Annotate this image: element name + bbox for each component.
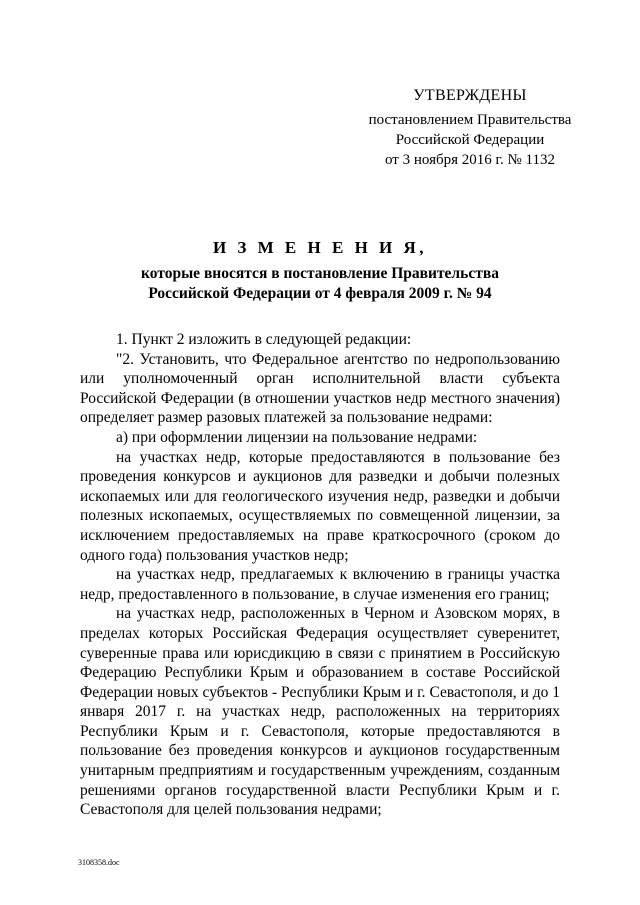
paragraph-no-tender-areas: на участках недр, которые предоставляются в пользование без проведения конкурсов и аукционов для разведки и добычи полезных ископаемых или для геологического изучения недр, разведки и добычи полезных ископаемых, осуществляемых по совмещенной лицензии, за исключением предоставляемых на праве краткосрочного (сроком до одного года) пользования участков недр; xyxy=(80,448,560,564)
paragraph-black-azov-seas-areas: на участках недр, расположенных в Черном и Азовском морях, в пределах которых Российская Федерация осуществляет суверенитет, суверенные права или юрисдикцию в связи с принятием в Российскую Федерацию Республики Крым и образованием в составе Российской Федерации новых субъектов - Республики Крым и г. Севастополя, и до 1 января 2017 г. на участках недр, расположенных на территориях Республики Крым и г. Севастополя, которые предоставляются в пользование без проведения конкурсов и аукционов государственным унитарным предприятиям и государственным учреждениям, созданным решениями органов государственной власти Республики Крым и г. Севастополя для целей пользования недрами; xyxy=(80,605,560,819)
document-heading xyxy=(60,238,580,304)
document-body xyxy=(80,330,560,820)
paragraph-subpoint-a: а) при оформлении лицензии на пользование недрами: xyxy=(116,428,478,446)
approval-line-2: Российской Федерации xyxy=(395,132,545,148)
heading-main: И З М Е Н Е Н И Я, xyxy=(212,238,428,257)
approval-line-1: постановлением Правительства xyxy=(368,112,572,128)
approval-block xyxy=(340,86,600,170)
approval-line-3: от 3 ноября 2016 г. № 1132 xyxy=(385,152,555,168)
paragraph-boundary-change-areas: на участках недр, предлагаемых к включению в границы участка недр, предоставленного в пользование, в случае изменения его границ; xyxy=(80,566,560,603)
approval-title: УТВЕРЖДЕНЫ xyxy=(413,87,527,104)
heading-subtitle-line-2: Российской Федерации от 4 февраля 2009 г. № 94 xyxy=(148,285,492,302)
document-file-code: 3108358.doc xyxy=(78,858,120,867)
heading-subtitle-line-1: которые вносятся в постановление Правительства xyxy=(141,265,499,282)
paragraph-point-2-intro: "2. Установить, что Федеральное агентство по недропользованию или уполномоченный орган исполнительной власти субъекта Российской Федерации (в отношении участков недр местного значения) определяет размер разовых платежей за пользование недрами: xyxy=(80,350,560,427)
paragraph-item-1: 1. Пункт 2 изложить в следующей редакции: xyxy=(116,331,412,348)
